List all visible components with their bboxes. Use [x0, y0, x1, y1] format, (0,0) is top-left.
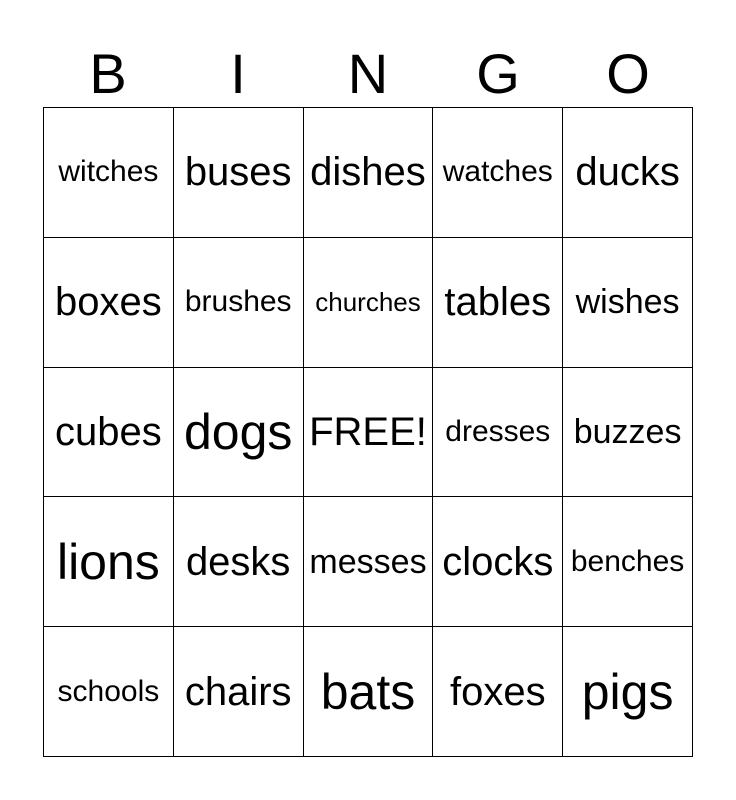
bingo-cell[interactable]	[304, 627, 434, 757]
header-letter-g: G	[476, 42, 520, 105]
bingo-cell[interactable]	[304, 108, 434, 238]
bingo-cell[interactable]	[44, 627, 174, 757]
bingo-cell-word: bats	[320, 663, 416, 720]
bingo-cell[interactable]	[174, 108, 304, 238]
bingo-cell-word: messes	[309, 542, 427, 581]
bingo-cell-word: schools	[57, 674, 160, 708]
bingo-cell-word: brushes	[184, 285, 292, 319]
bingo-cell-word: buzzes	[573, 412, 682, 451]
bingo-cell-word: wishes	[575, 283, 680, 322]
bingo-cell-word: witches	[58, 155, 159, 189]
bingo-cell-word: dogs	[183, 403, 293, 460]
bingo-cell[interactable]	[433, 238, 563, 368]
bingo-cell[interactable]	[44, 108, 174, 238]
bingo-cell[interactable]	[304, 497, 434, 627]
bingo-cell[interactable]	[304, 238, 434, 368]
bingo-cell[interactable]	[563, 627, 693, 757]
bingo-cell-word: buses	[184, 150, 292, 195]
bingo-cell-word: benches	[570, 544, 685, 578]
bingo-cell[interactable]	[433, 368, 563, 498]
bingo-cell[interactable]	[563, 497, 693, 627]
free-space-cell[interactable]	[304, 368, 434, 498]
bingo-cell-word: watches	[442, 155, 553, 189]
bingo-cell-word: cubes	[55, 409, 162, 454]
bingo-cell-word: pigs	[581, 663, 674, 720]
bingo-cell[interactable]	[44, 497, 174, 627]
bingo-cell[interactable]	[563, 238, 693, 368]
bingo-cell-word: tables	[444, 280, 552, 325]
header-letter-b: B	[89, 42, 127, 105]
bingo-cell[interactable]	[563, 108, 693, 238]
bingo-cell-word: foxes	[449, 669, 546, 714]
bingo-cell-word: ducks	[575, 150, 680, 195]
header-letter-n: N	[347, 42, 389, 105]
bingo-cell-word: clocks	[442, 539, 554, 584]
bingo-cell[interactable]	[433, 108, 563, 238]
bingo-cell-word: FREE!	[309, 409, 427, 454]
bingo-cell-word: chairs	[184, 669, 292, 714]
bingo-card	[43, 107, 693, 757]
bingo-cell[interactable]	[44, 238, 174, 368]
header-letter-o: O	[606, 42, 650, 105]
bingo-header	[43, 40, 693, 108]
bingo-cell-word: lions	[56, 533, 160, 590]
bingo-cell[interactable]	[433, 627, 563, 757]
bingo-cell[interactable]	[563, 368, 693, 498]
bingo-cell-word: boxes	[55, 280, 162, 325]
bingo-cell[interactable]	[44, 368, 174, 498]
bingo-cell-word: dishes	[310, 150, 426, 195]
bingo-cell[interactable]	[174, 497, 304, 627]
bingo-cell-word: dresses	[445, 414, 551, 448]
bingo-cell[interactable]	[174, 238, 304, 368]
bingo-cell[interactable]	[174, 368, 304, 498]
bingo-cell[interactable]	[174, 627, 304, 757]
bingo-cell-word: churches	[315, 287, 421, 318]
bingo-cell[interactable]	[433, 497, 563, 627]
header-letter-i: I	[230, 42, 246, 105]
bingo-cell-word: desks	[185, 539, 291, 584]
